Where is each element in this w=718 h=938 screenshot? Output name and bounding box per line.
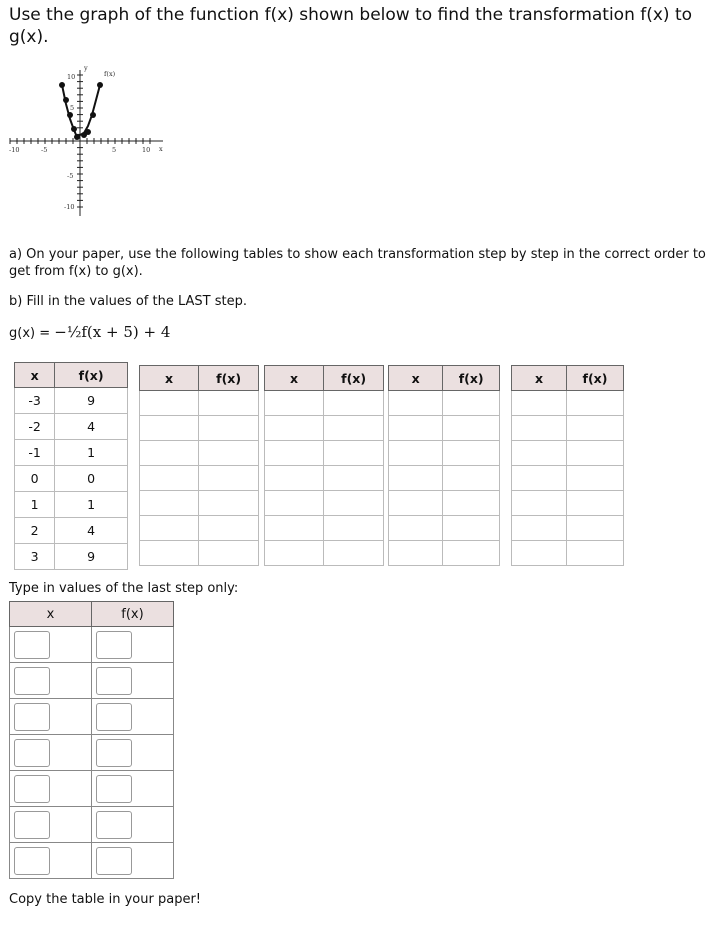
empty-cell (566, 441, 623, 466)
fx-answer-input[interactable] (96, 667, 132, 695)
step-table-3 (388, 365, 500, 566)
empty-cell (199, 541, 259, 566)
table-row (512, 416, 624, 441)
input-cell (92, 663, 174, 699)
table-row (265, 416, 384, 441)
x-answer-input[interactable] (14, 667, 50, 695)
empty-cell (443, 466, 500, 491)
column-header-fx: f(x) (55, 363, 128, 388)
empty-cell (199, 516, 259, 541)
fx-value: 1 (55, 492, 128, 518)
table-row (10, 843, 174, 879)
g-definition (9, 324, 170, 342)
graph-x-label: x (159, 145, 163, 153)
table-row (140, 516, 259, 541)
empty-cell (389, 541, 443, 566)
table-row (265, 441, 384, 466)
input-cell (10, 663, 92, 699)
fx-value: 1 (55, 440, 128, 466)
function-graph (0, 58, 170, 218)
table-row (389, 391, 500, 416)
empty-cell (389, 516, 443, 541)
fx-answer-input[interactable] (96, 703, 132, 731)
table-row (10, 771, 174, 807)
empty-cell (512, 466, 567, 491)
x-answer-input[interactable] (14, 739, 50, 767)
fx-value: 4 (55, 518, 128, 544)
empty-cell (566, 516, 623, 541)
empty-cell (265, 466, 324, 491)
column-header-x: x (10, 602, 92, 627)
table-row (389, 541, 500, 566)
table-row (389, 441, 500, 466)
input-cell (92, 807, 174, 843)
table-row (512, 541, 624, 566)
table-row (10, 735, 174, 771)
empty-cell (512, 516, 567, 541)
column-header-x: x (265, 366, 324, 391)
step-table-1 (139, 365, 259, 566)
x-value: -3 (15, 388, 55, 414)
empty-cell (324, 441, 384, 466)
tick-label: -10 (9, 146, 20, 154)
graph-point (90, 112, 96, 118)
x-answer-input[interactable] (14, 847, 50, 875)
x-answer-input[interactable] (14, 703, 50, 731)
table-row (389, 491, 500, 516)
table-row (140, 416, 259, 441)
table-row (512, 391, 624, 416)
base-table (14, 362, 128, 570)
x-value: 0 (15, 466, 55, 492)
table-row (15, 414, 128, 440)
tick-label: 10 (142, 146, 151, 154)
table-row (140, 441, 259, 466)
empty-cell (199, 466, 259, 491)
empty-cell (512, 541, 567, 566)
empty-cell (140, 516, 199, 541)
table-row (140, 466, 259, 491)
column-header-x: x (140, 366, 199, 391)
table-row (389, 416, 500, 441)
input-cell (10, 807, 92, 843)
empty-cell (512, 391, 567, 416)
input-cell (92, 771, 174, 807)
step-table-2 (264, 365, 384, 566)
x-value: -1 (15, 440, 55, 466)
table-row (389, 466, 500, 491)
empty-cell (512, 416, 567, 441)
column-header-x: x (389, 366, 443, 391)
answer-table (9, 601, 174, 879)
table-row (10, 807, 174, 843)
x-value: 3 (15, 544, 55, 570)
x-answer-input[interactable] (14, 631, 50, 659)
table-row (15, 466, 128, 492)
table-row (512, 441, 624, 466)
empty-cell (140, 466, 199, 491)
column-header-fx: f(x) (566, 366, 623, 391)
table-row (10, 627, 174, 663)
fx-answer-input[interactable] (96, 847, 132, 875)
empty-cell (265, 391, 324, 416)
empty-cell (389, 416, 443, 441)
empty-cell (324, 416, 384, 441)
table-row (389, 516, 500, 541)
column-header-fx: f(x) (199, 366, 259, 391)
empty-cell (199, 441, 259, 466)
table-row (140, 491, 259, 516)
table-row (15, 388, 128, 414)
table-row (265, 391, 384, 416)
empty-cell (265, 541, 324, 566)
column-header-x: x (512, 366, 567, 391)
empty-cell (512, 491, 567, 516)
empty-cell (389, 466, 443, 491)
empty-cell (389, 391, 443, 416)
footer-note: Copy the table in your paper! (9, 892, 202, 907)
empty-cell (443, 516, 500, 541)
graph-point (67, 112, 73, 118)
x-value: -2 (15, 414, 55, 440)
table-row (265, 466, 384, 491)
input-cell (92, 735, 174, 771)
part-a-text: a) On your paper, use the following tables to show each transformation step by step in the correct order to get from f(x) to g(x). (9, 247, 706, 279)
graph-point (85, 129, 91, 135)
empty-cell (566, 416, 623, 441)
tick-label: -10 (64, 203, 75, 211)
empty-cell (265, 441, 324, 466)
empty-cell (566, 466, 623, 491)
graph-point (59, 82, 65, 88)
table-row (15, 544, 128, 570)
empty-cell (443, 441, 500, 466)
column-header-fx: f(x) (324, 366, 384, 391)
empty-cell (199, 491, 259, 516)
input-cell (10, 771, 92, 807)
graph-func-label: f(x) (104, 70, 116, 78)
input-cell (10, 735, 92, 771)
table-row (15, 492, 128, 518)
question-title: Use the graph of the function f(x) shown below to find the transformation f(x) to g(x). (9, 5, 693, 47)
table-row (265, 541, 384, 566)
empty-cell (566, 491, 623, 516)
part-b-text: b) Fill in the values of the LAST step. (9, 294, 247, 309)
table-row (15, 518, 128, 544)
empty-cell (265, 516, 324, 541)
input-cell (92, 843, 174, 879)
table-row (10, 663, 174, 699)
function-curve (62, 85, 100, 137)
empty-cell (389, 441, 443, 466)
empty-cell (566, 541, 623, 566)
tick-label: -5 (41, 146, 48, 154)
empty-cell (265, 416, 324, 441)
input-cell (92, 699, 174, 735)
empty-cell (140, 391, 199, 416)
empty-cell (324, 491, 384, 516)
empty-cell (140, 441, 199, 466)
empty-cell (324, 466, 384, 491)
column-header-x: x (15, 363, 55, 388)
table-row (512, 491, 624, 516)
graph-point (97, 82, 103, 88)
graph-point (63, 97, 69, 103)
tick-label: 5 (70, 104, 75, 112)
fx-answer-input[interactable] (96, 811, 132, 839)
graph-y-label: y (84, 64, 88, 72)
table-row (512, 516, 624, 541)
graph-point (71, 126, 77, 132)
empty-cell (199, 391, 259, 416)
table-row (10, 699, 174, 735)
tick-label: 10 (67, 73, 76, 81)
input-cell (10, 699, 92, 735)
fx-answer-input[interactable] (96, 739, 132, 767)
empty-cell (199, 416, 259, 441)
graph-point (74, 134, 80, 140)
fx-answer-input[interactable] (96, 631, 132, 659)
empty-cell (324, 541, 384, 566)
x-value: 2 (15, 518, 55, 544)
table-row (265, 491, 384, 516)
fx-value: 9 (55, 544, 128, 570)
column-header-fx: f(x) (443, 366, 500, 391)
input-cell (10, 627, 92, 663)
table-row (512, 466, 624, 491)
tick-label: -5 (67, 172, 74, 180)
tick-label: 5 (112, 146, 117, 154)
x-value: 1 (15, 492, 55, 518)
x-answer-input[interactable] (14, 775, 50, 803)
fx-value: 4 (55, 414, 128, 440)
empty-cell (443, 391, 500, 416)
step-table-4 (511, 365, 624, 566)
empty-cell (443, 491, 500, 516)
empty-cell (265, 491, 324, 516)
empty-cell (443, 416, 500, 441)
empty-cell (324, 391, 384, 416)
g-label: g(x) = (9, 326, 55, 341)
input-cell (10, 843, 92, 879)
g-formula: −½f(x + 5) + 4 (54, 323, 171, 341)
empty-cell (566, 391, 623, 416)
empty-cell (140, 416, 199, 441)
fx-value: 0 (55, 466, 128, 492)
empty-cell (443, 541, 500, 566)
table-row (140, 541, 259, 566)
empty-cell (324, 516, 384, 541)
fx-value: 9 (55, 388, 128, 414)
x-answer-input[interactable] (14, 811, 50, 839)
input-cell (92, 627, 174, 663)
table-row (265, 516, 384, 541)
empty-cell (512, 441, 567, 466)
table-row (15, 440, 128, 466)
empty-cell (140, 491, 199, 516)
empty-cell (389, 491, 443, 516)
empty-cell (140, 541, 199, 566)
table-row (140, 391, 259, 416)
fx-answer-input[interactable] (96, 775, 132, 803)
column-header-fx: f(x) (92, 602, 174, 627)
input-prompt: Type in values of the last step only: (9, 581, 239, 596)
